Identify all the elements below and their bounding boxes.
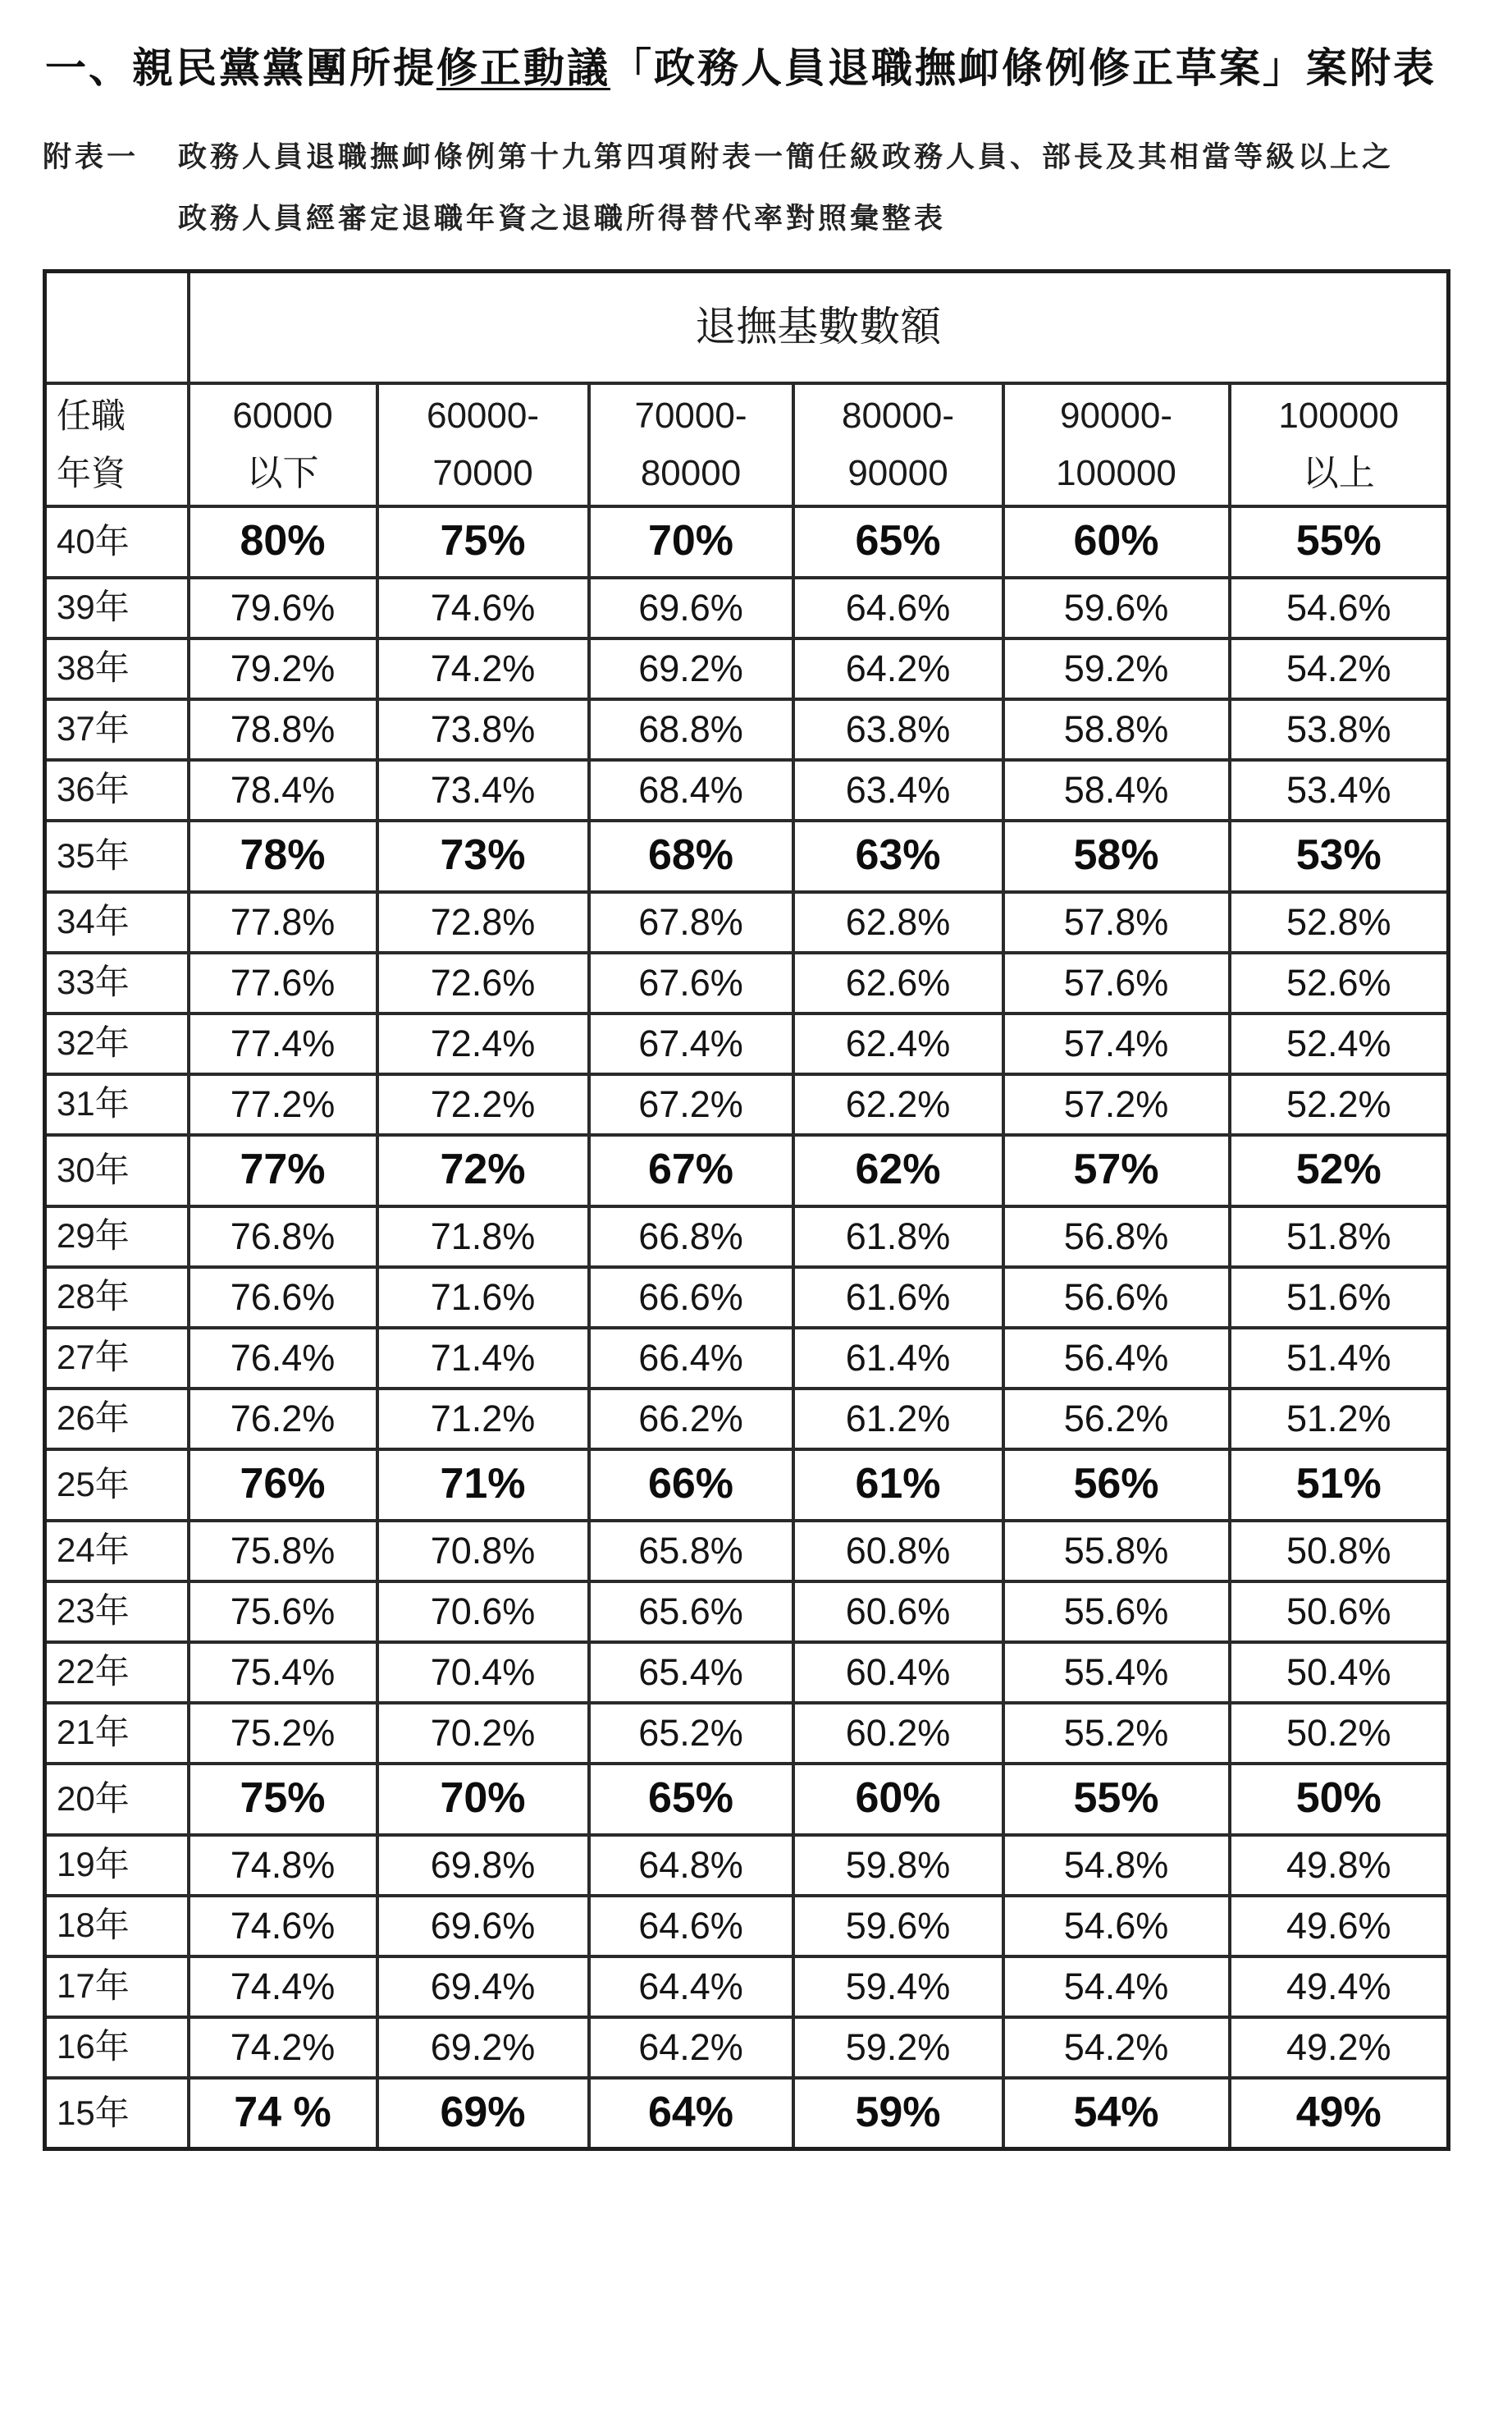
rate-cell: 49.4% [1230,1956,1449,2017]
years-cell: 15年 [45,2078,189,2149]
rate-cell: 72.4% [377,1014,589,1074]
page-title [45,43,1437,94]
table-row [45,1764,1449,1835]
rate-cell: 60% [793,1764,1003,1835]
rate-cell: 56.4% [1003,1328,1230,1389]
rate-cell: 65% [793,506,1003,578]
rate-cell: 65% [589,1764,793,1835]
years-cell: 30年 [45,1135,189,1206]
table-body [45,506,1449,2149]
rate-cell: 56.2% [1003,1389,1230,1449]
rate-cell: 72.2% [377,1074,589,1135]
rate-cell: 77.6% [189,953,377,1014]
rate-cell: 76% [189,1449,377,1521]
table-row [45,699,1449,760]
table-row [45,1267,1449,1328]
rate-cell: 57.6% [1003,953,1230,1014]
rate-cell: 57.4% [1003,1014,1230,1074]
rate-cell: 66% [589,1449,793,1521]
group-header: 退撫基數數額 [189,272,1449,383]
table-row [45,892,1449,953]
rate-cell: 80% [189,506,377,578]
rate-cell: 64% [589,2078,793,2149]
table-row [45,1206,1449,1267]
rate-cell: 58.4% [1003,760,1230,821]
rate-cell: 57% [1003,1135,1230,1206]
years-cell: 40年 [45,506,189,578]
subtitle-label: 附表一 [43,140,139,174]
rate-cell: 74.6% [189,1896,377,1956]
subtitle-line-2: 政務人員經審定退職年資之退職所得替代率對照彙整表 [178,202,947,236]
rate-cell: 65.6% [589,1581,793,1642]
rate-cell: 73.4% [377,760,589,821]
rate-cell: 78.8% [189,699,377,760]
table-row [45,760,1449,821]
rate-cell: 70% [589,506,793,578]
table-row [45,953,1449,1014]
rate-cell: 55.2% [1003,1703,1230,1764]
column-header-line-1: 90000- [1059,395,1172,436]
rate-cell: 71.6% [377,1267,589,1328]
rate-cell: 74 % [189,2078,377,2149]
column-header-line-2: 80000 [640,452,742,493]
column-header [189,383,377,506]
column-header-line-2: 以下 [246,452,319,493]
rate-cell: 77.4% [189,1014,377,1074]
table-header-row-1 [45,272,1449,383]
years-cell: 17年 [45,1956,189,2017]
rate-cell: 72.8% [377,892,589,953]
rate-cell: 56% [1003,1449,1230,1521]
table-header-row-2 [45,383,1449,506]
rate-cell: 50.2% [1230,1703,1449,1764]
table-row [45,1896,1449,1956]
rate-cell: 60.6% [793,1581,1003,1642]
table-row [45,1389,1449,1449]
years-cell: 33年 [45,953,189,1014]
years-cell: 20年 [45,1764,189,1835]
rate-cell: 66.2% [589,1389,793,1449]
rate-cell: 49.6% [1230,1896,1449,1956]
rate-cell: 76.6% [189,1267,377,1328]
rate-cell: 64.2% [793,638,1003,699]
table-row [45,1014,1449,1074]
rate-cell: 70% [377,1764,589,1835]
rate-cell: 59.4% [793,1956,1003,2017]
rate-cell: 60.4% [793,1642,1003,1703]
corner-label-line-1: 任職 [57,395,126,436]
corner-empty-cell [45,272,189,383]
rate-cell: 52% [1230,1135,1449,1206]
years-cell: 23年 [45,1581,189,1642]
rate-cell: 61.4% [793,1328,1003,1389]
rate-cell: 63% [793,821,1003,892]
rate-cell: 58% [1003,821,1230,892]
rate-cell: 70.8% [377,1521,589,1581]
rate-cell: 52.6% [1230,953,1449,1014]
rate-cell: 75.8% [189,1521,377,1581]
rate-cell: 73% [377,821,589,892]
rate-cell: 69.8% [377,1835,589,1896]
rate-cell: 68.8% [589,699,793,760]
rate-cell: 75% [377,506,589,578]
table-row [45,506,1449,578]
column-header-line-1: 100000 [1278,395,1400,436]
rate-cell: 60.8% [793,1521,1003,1581]
rate-cell: 66.4% [589,1328,793,1389]
column-header [377,383,589,506]
years-cell: 19年 [45,1835,189,1896]
rate-cell: 61.6% [793,1267,1003,1328]
rate-cell: 76.8% [189,1206,377,1267]
rate-cell: 63.4% [793,760,1003,821]
table-row [45,2017,1449,2078]
rate-cell: 69.2% [377,2017,589,2078]
rate-cell: 52.2% [1230,1074,1449,1135]
rate-cell: 72% [377,1135,589,1206]
rate-cell: 55.6% [1003,1581,1230,1642]
rate-cell: 77% [189,1135,377,1206]
rate-cell: 54.6% [1230,578,1449,638]
table-row [45,821,1449,892]
rate-cell: 60.2% [793,1703,1003,1764]
column-header [1230,383,1449,506]
rate-cell: 65.8% [589,1521,793,1581]
rate-cell: 75.6% [189,1581,377,1642]
table-row [45,1956,1449,2017]
column-header-line-2: 100000 [1056,452,1176,493]
rate-cell: 59.8% [793,1835,1003,1896]
rate-cell: 79.6% [189,578,377,638]
years-cell: 35年 [45,821,189,892]
rate-cell: 58.8% [1003,699,1230,760]
rate-cell: 78% [189,821,377,892]
rate-cell: 66.6% [589,1267,793,1328]
table-row [45,1642,1449,1703]
rate-cell: 60% [1003,506,1230,578]
rate-cell: 67.6% [589,953,793,1014]
rate-cell: 62.6% [793,953,1003,1014]
rate-cell: 49% [1230,2078,1449,2149]
rate-cell: 68.4% [589,760,793,821]
rate-cell: 74.8% [189,1835,377,1896]
column-header [1003,383,1230,506]
rate-cell: 71.2% [377,1389,589,1449]
rate-cell: 50.4% [1230,1642,1449,1703]
rate-cell: 52.4% [1230,1014,1449,1074]
table-row [45,1135,1449,1206]
rate-cell: 75% [189,1764,377,1835]
years-cell: 26年 [45,1389,189,1449]
rate-cell: 74.2% [189,2017,377,2078]
years-cell: 32年 [45,1014,189,1074]
years-cell: 25年 [45,1449,189,1521]
rate-cell: 71.4% [377,1328,589,1389]
replacement-rate-table [43,269,1450,2151]
rate-cell: 69.6% [589,578,793,638]
rate-cell: 59.6% [793,1896,1003,1956]
rate-cell: 49.2% [1230,2017,1449,2078]
rate-cell: 69.4% [377,1956,589,2017]
rate-cell: 55.4% [1003,1642,1230,1703]
rate-cell: 64.4% [589,1956,793,2017]
rate-cell: 59.6% [1003,578,1230,638]
rate-cell: 61.8% [793,1206,1003,1267]
years-cell: 34年 [45,892,189,953]
corner-label [45,383,189,506]
years-cell: 29年 [45,1206,189,1267]
years-cell: 27年 [45,1328,189,1389]
rate-cell: 79.2% [189,638,377,699]
rate-cell: 74.2% [377,638,589,699]
rate-cell: 52.8% [1230,892,1449,953]
table-row [45,638,1449,699]
rate-cell: 65.4% [589,1642,793,1703]
rate-cell: 51.6% [1230,1267,1449,1328]
rate-cell: 75.4% [189,1642,377,1703]
rate-cell: 70.4% [377,1642,589,1703]
column-header-line-2: 70000 [432,452,533,493]
rate-cell: 78.4% [189,760,377,821]
rate-cell: 70.2% [377,1703,589,1764]
rate-cell: 59.2% [793,2017,1003,2078]
rate-cell: 64.2% [589,2017,793,2078]
rate-cell: 56.6% [1003,1267,1230,1328]
rate-cell: 64.6% [793,578,1003,638]
table-row [45,1703,1449,1764]
column-header-line-2: 90000 [847,452,948,493]
rate-cell: 62.8% [793,892,1003,953]
rate-cell: 51.8% [1230,1206,1449,1267]
rate-cell: 57.8% [1003,892,1230,953]
rate-cell: 55% [1230,506,1449,578]
rate-cell: 61.2% [793,1389,1003,1449]
rate-cell: 50% [1230,1764,1449,1835]
years-cell: 22年 [45,1642,189,1703]
rate-cell: 63.8% [793,699,1003,760]
rate-cell: 62.4% [793,1014,1003,1074]
column-header-line-1: 60000 [232,395,333,436]
rate-cell: 69% [377,2078,589,2149]
rate-cell: 64.8% [589,1835,793,1896]
column-header [589,383,793,506]
rate-cell: 67.2% [589,1074,793,1135]
rate-cell: 65.2% [589,1703,793,1764]
rate-cell: 67.4% [589,1014,793,1074]
subtitle-line-1: 政務人員退職撫卹條例第十九第四項附表一簡任級政務人員、部長及其相當等級以上之 [178,140,1395,174]
rate-cell: 55.8% [1003,1521,1230,1581]
rate-cell: 66.8% [589,1206,793,1267]
rate-cell: 70.6% [377,1581,589,1642]
table-row [45,2078,1449,2149]
table-row [45,1328,1449,1389]
rate-cell: 53% [1230,821,1449,892]
rate-cell: 51.4% [1230,1328,1449,1389]
title-suffix: 「政務人員退職撫卹條例修正草案」案附表 [610,43,1437,92]
title-prefix: 一、親民黨黨團所提 [45,43,436,92]
years-cell: 37年 [45,699,189,760]
years-cell: 24年 [45,1521,189,1581]
rate-cell: 53.4% [1230,760,1449,821]
table-row [45,1835,1449,1896]
rate-cell: 76.2% [189,1389,377,1449]
rate-cell: 51.2% [1230,1389,1449,1449]
column-header-line-1: 70000- [634,395,747,436]
rate-cell: 50.6% [1230,1581,1449,1642]
rate-cell: 54.2% [1003,2017,1230,2078]
rate-cell: 74.4% [189,1956,377,2017]
column-header [793,383,1003,506]
rate-cell: 72.6% [377,953,589,1014]
rate-cell: 69.6% [377,1896,589,1956]
rate-cell: 62% [793,1135,1003,1206]
title-underlined-text: 修正動議 [436,43,610,92]
rate-cell: 49.8% [1230,1835,1449,1896]
rate-cell: 64.6% [589,1896,793,1956]
years-cell: 18年 [45,1896,189,1956]
rate-cell: 56.8% [1003,1206,1230,1267]
rate-cell: 54.4% [1003,1956,1230,2017]
rate-cell: 71% [377,1449,589,1521]
rate-cell: 55% [1003,1764,1230,1835]
rate-cell: 74.6% [377,578,589,638]
table-row [45,578,1449,638]
rate-cell: 54.2% [1230,638,1449,699]
rate-cell: 61% [793,1449,1003,1521]
rate-cell: 75.2% [189,1703,377,1764]
rate-cell: 53.8% [1230,699,1449,760]
table-row [45,1074,1449,1135]
years-cell: 16年 [45,2017,189,2078]
rate-cell: 77.2% [189,1074,377,1135]
rate-cell: 54.6% [1003,1896,1230,1956]
rate-cell: 71.8% [377,1206,589,1267]
rate-cell: 51% [1230,1449,1449,1521]
table-row [45,1521,1449,1581]
rate-cell: 50.8% [1230,1521,1449,1581]
table-row [45,1449,1449,1521]
rate-cell: 76.4% [189,1328,377,1389]
years-cell: 31年 [45,1074,189,1135]
rate-cell: 59.2% [1003,638,1230,699]
rate-cell: 73.8% [377,699,589,760]
column-header-line-2: 以上 [1302,452,1375,493]
rate-cell: 62.2% [793,1074,1003,1135]
rate-cell: 69.2% [589,638,793,699]
rate-cell: 68% [589,821,793,892]
rate-cell: 57.2% [1003,1074,1230,1135]
rate-cell: 59% [793,2078,1003,2149]
rate-cell: 67.8% [589,892,793,953]
years-cell: 38年 [45,638,189,699]
column-header-line-1: 60000- [426,395,539,436]
column-header-line-1: 80000- [841,395,954,436]
rate-cell: 67% [589,1135,793,1206]
rate-cell: 77.8% [189,892,377,953]
years-cell: 36年 [45,760,189,821]
rate-cell: 54% [1003,2078,1230,2149]
years-cell: 28年 [45,1267,189,1328]
years-cell: 21年 [45,1703,189,1764]
years-cell: 39年 [45,578,189,638]
corner-label-line-2: 年資 [57,452,126,493]
rate-cell: 54.8% [1003,1835,1230,1896]
table-row [45,1581,1449,1642]
